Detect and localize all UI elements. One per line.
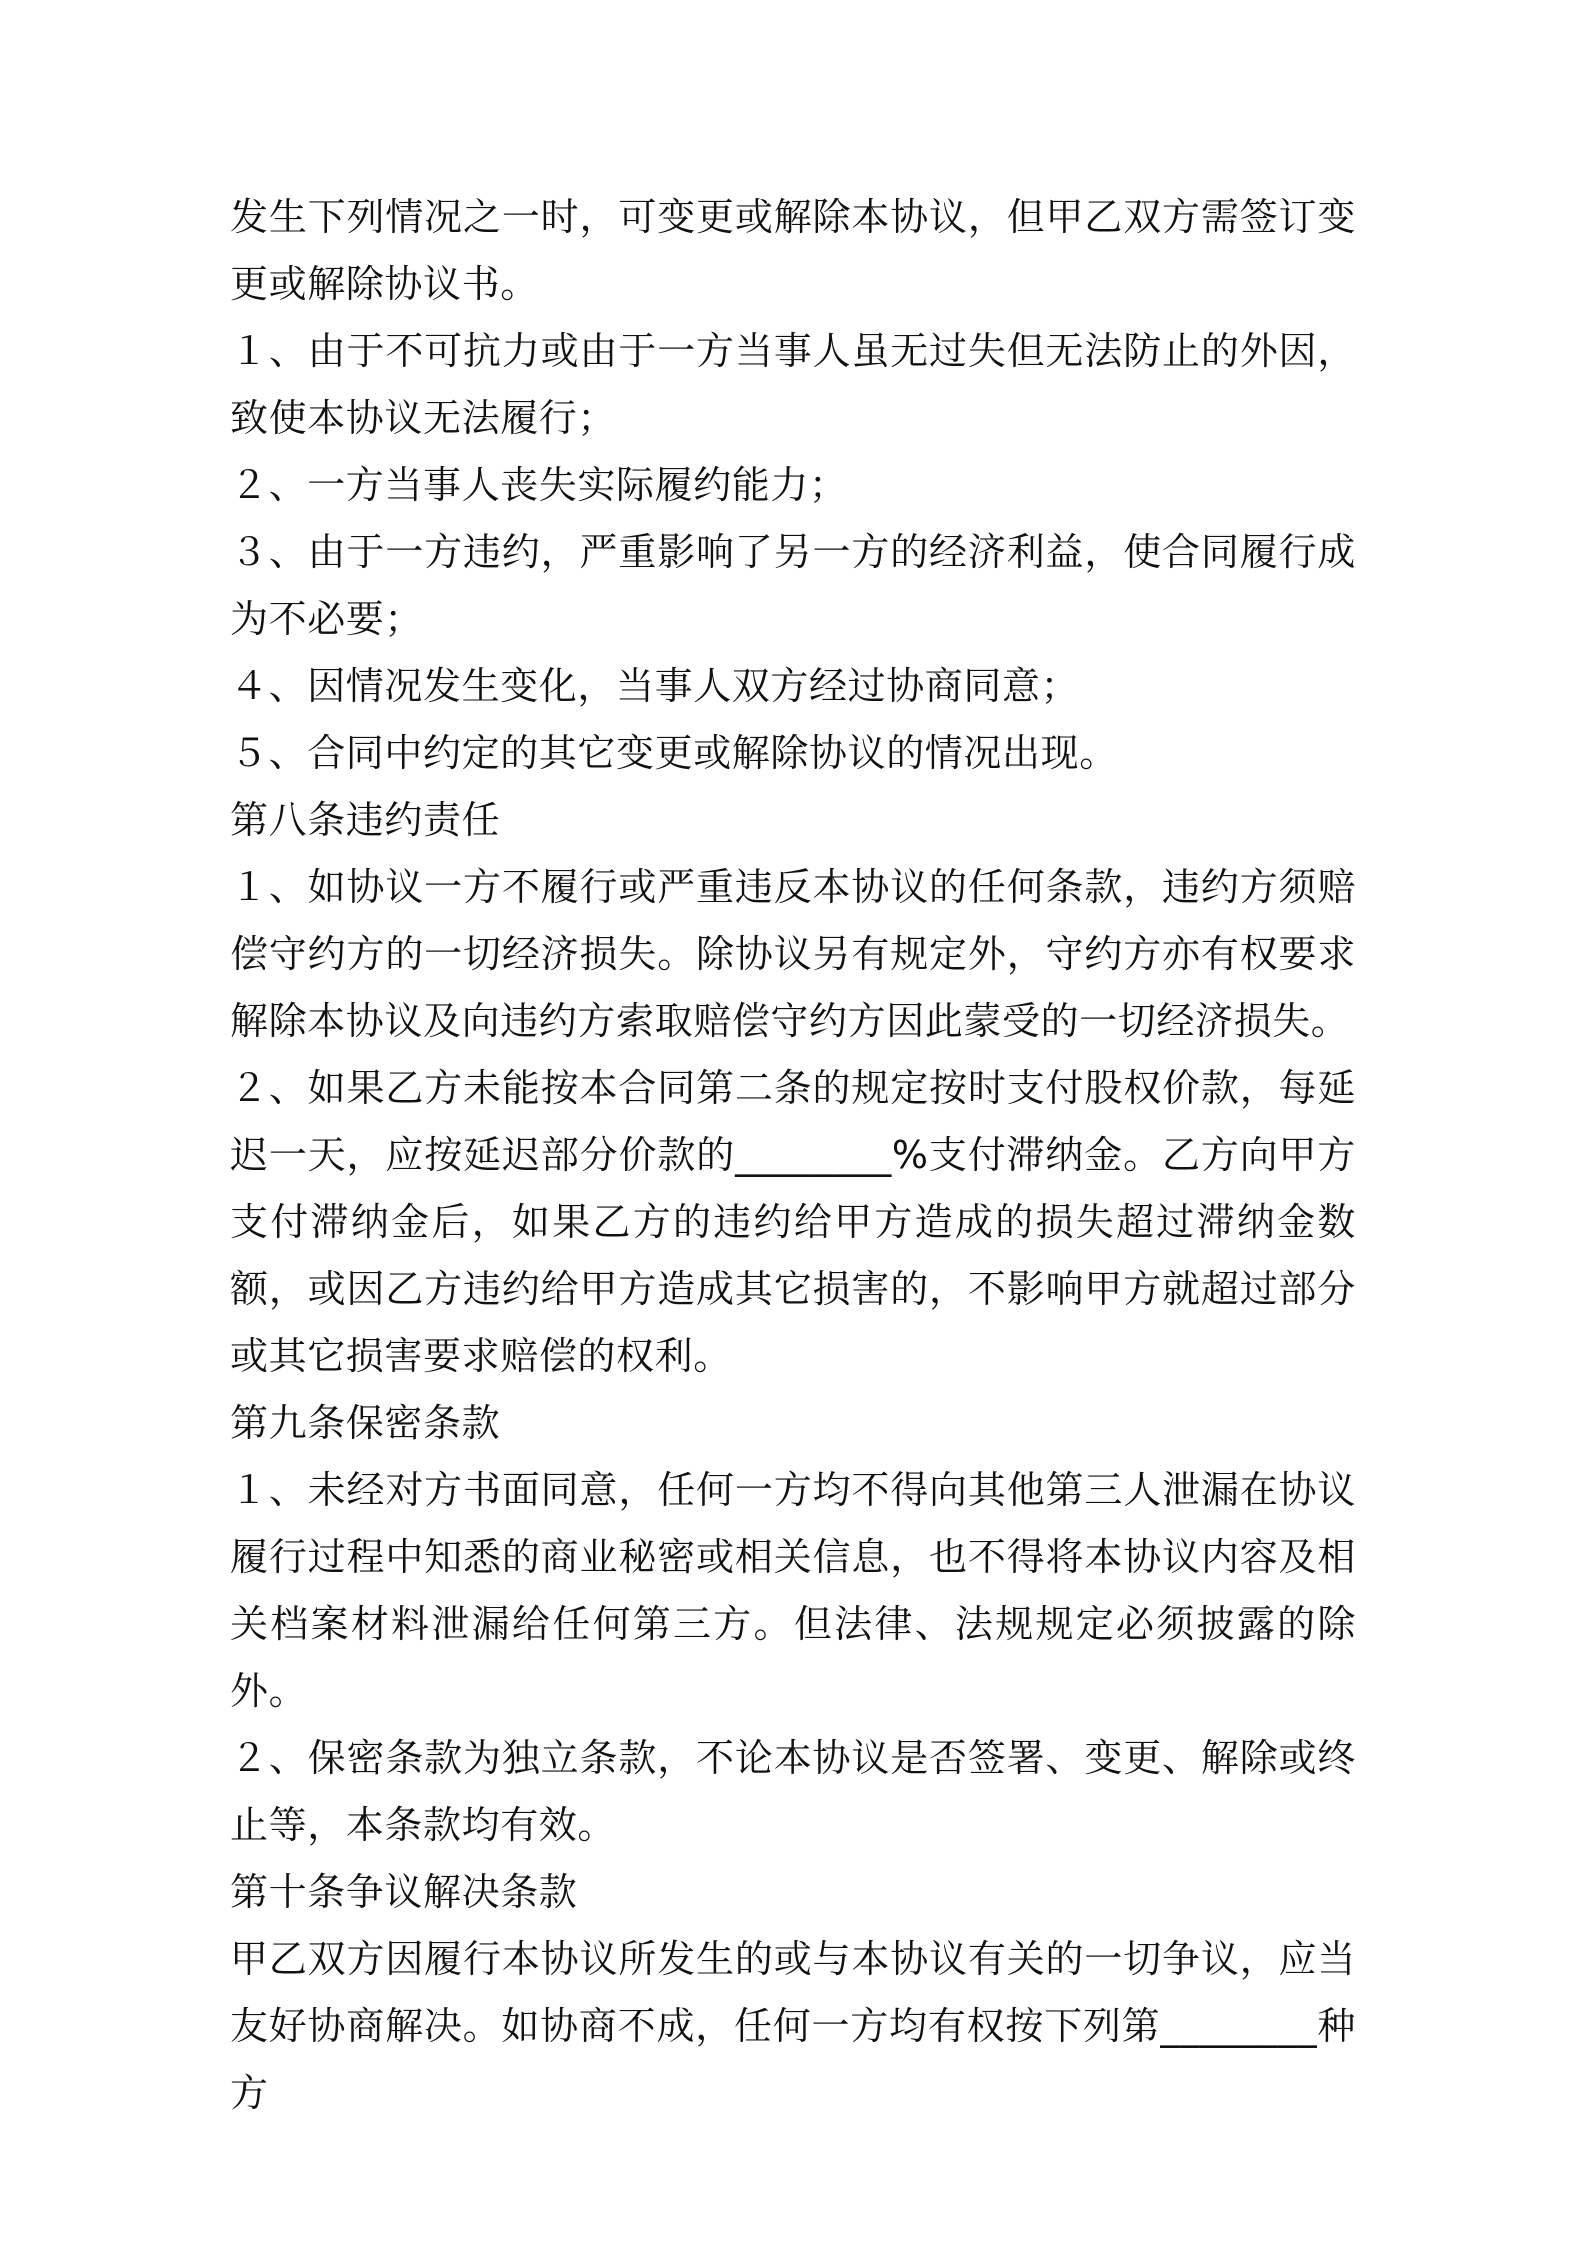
paragraph-item-1: １、由于不可抗力或由于一方当事人虽无过失但无法防止的外因，致使本协议无法履行； xyxy=(230,329,1356,440)
paragraph-item-3: ３、由于一方违约，严重影响了另一方的经济利益，使合同履行成为不必要； xyxy=(230,530,1356,641)
heading-article-8: 第八条违约责任 xyxy=(230,798,501,842)
paragraph-article-10-body: 甲乙双方因履行本协议所发生的或与本协议有关的一切争议，应当友好协商解决。如协商不成，任何一方均有权按下列第________种方 xyxy=(230,1937,1356,2115)
paragraph-article-9-item-2: ２、保密条款为独立条款，不论本协议是否签署、变更、解除或终止等，本条款均有效。 xyxy=(230,1736,1356,1847)
paragraph-change-conditions: 发生下列情况之一时，可变更或解除本协议，但甲乙双方需签订变更或解除协议书。 xyxy=(230,195,1356,306)
paragraph-article-8-item-1: １、如协议一方不履行或严重违反本协议的任何条款，违约方须赔偿守约方的一切经济损失。除协议另有规定外，守约方亦有权要求解除本协议及向违约方索取赔偿守约方因此蒙受的一切经济损失。 xyxy=(230,865,1356,1043)
paragraph-article-9-item-1: １、未经对方书面同意，任何一方均不得向其他第三人泄漏在协议履行过程中知悉的商业秘密或相关信息，也不得将本协议内容及相关档案材料泄漏给任何第三方。但法律、法规规定必须披露的除外。 xyxy=(230,1468,1356,1713)
heading-article-10: 第十条争议解决条款 xyxy=(230,1870,578,1914)
paragraph-item-5: ５、合同中约定的其它变更或解除协议的情况出现。 xyxy=(230,731,1118,775)
paragraph-article-8-item-2: ２、如果乙方未能按本合同第二条的规定按时支付股权价款，每延迟一天，应按延迟部分价款的________%支付滞纳金。乙方向甲方支付滞纳金后，如果乙方的违约给甲方造成的损失超过滞纳金数额，或因乙方违约给甲方造成其它损害的，不影响甲方就超过部分或其它损害要求赔偿的权利。 xyxy=(230,1066,1356,1378)
paragraph-item-4: ４、因情况发生变化，当事人双方经过协商同意； xyxy=(230,664,1080,708)
heading-article-9: 第九条保密条款 xyxy=(230,1401,501,1445)
paragraph-item-2: ２、一方当事人丧失实际履约能力； xyxy=(230,463,848,507)
document-page xyxy=(230,184,1356,2127)
